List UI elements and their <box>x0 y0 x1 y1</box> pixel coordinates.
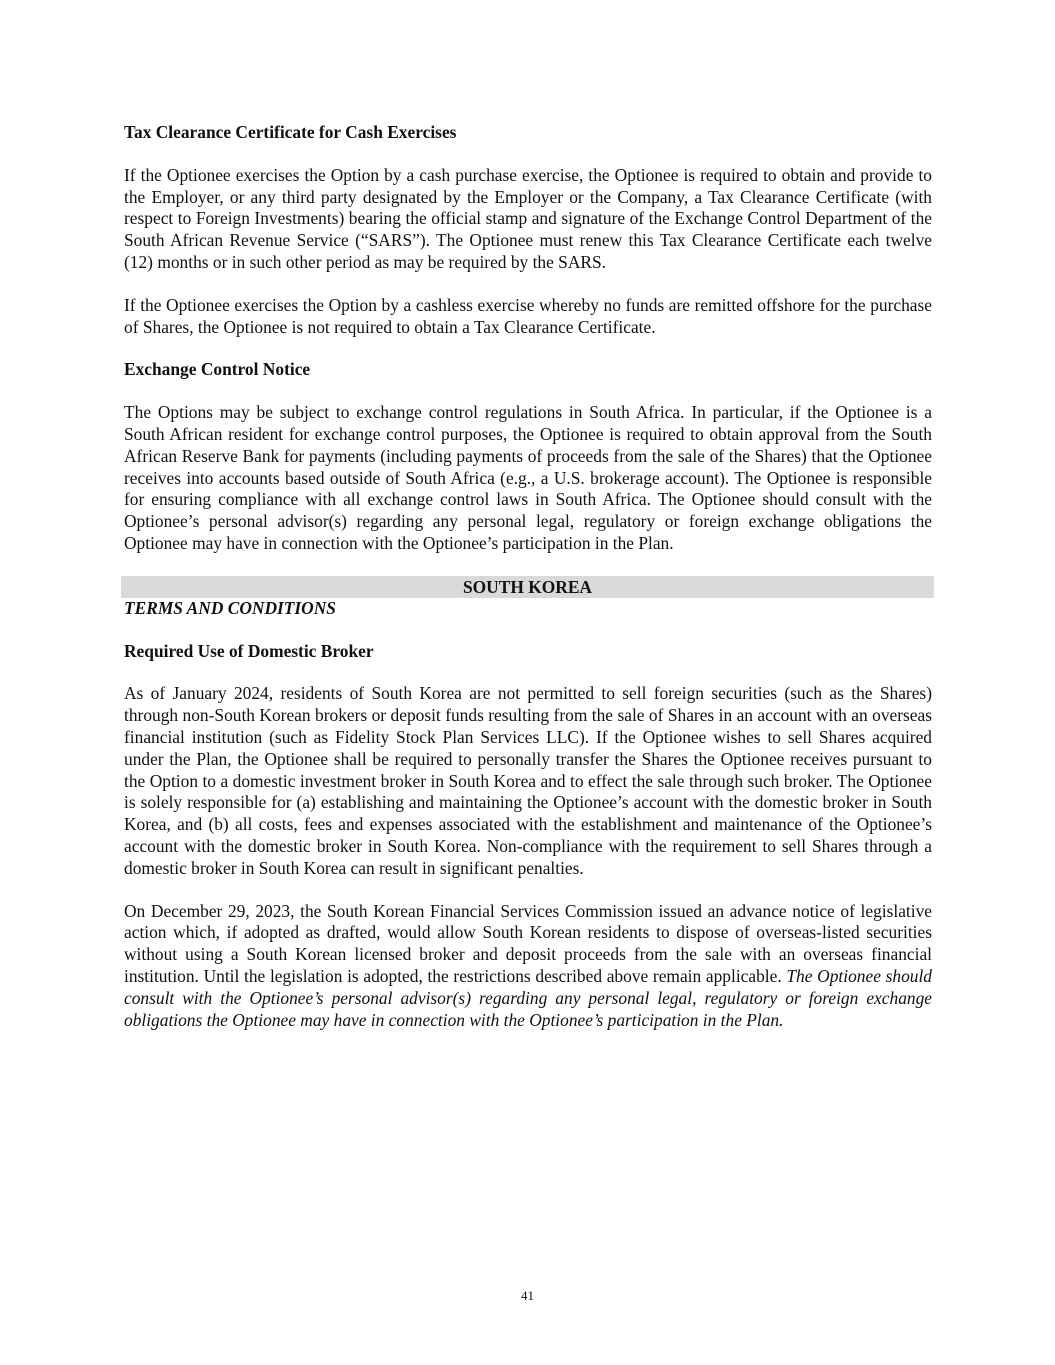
domestic-broker-paragraph-1: As of January 2024, residents of South Korea are not permitted to sell foreign securities (such as the Shares) through non-South Korean brokers or deposit funds resulting from the sale of Shares in an account with an overseas financial institution (such as Fidelity Stock Plan Services LLC). If the Optionee wishes to sell Shares acquired under the Plan, the Optionee shall be required to personally transfer the Shares the Optionee receives pursuant to the Option to a domestic investment broker in South Korea and to effect the sale through such broker. The Optionee is solely responsible for (a) establishing and maintaining the Optionee’s account with the domestic broker in South Korea, and (b) all costs, fees and expenses associated with the establishment and maintenance of the Optionee’s account with the domestic broker in South Korea. Non-compliance with the requirement to sell Shares through a domestic broker in South Korea can result in significant penalties. <box>124 683 932 878</box>
paragraph-regular-text: On December 29, 2023, the South Korean Financial Services Commission issued an advance notice of legislative action which, if adopted as drafted, would allow South Korean residents to dispose of overseas-listed securities without using a South Korean licensed broker and deposit proceeds from the sale with an overseas financial institution. Until the legislation is adopted, the restrictions described above remain applicable. <box>124 900 932 986</box>
section-title: SOUTH KOREA <box>462 576 592 597</box>
document-page <box>124 122 932 1031</box>
section-bar-south-korea <box>121 576 934 598</box>
tax-clearance-heading: Tax Clearance Certificate for Cash Exercises <box>124 122 457 142</box>
terms-and-conditions-heading: TERMS AND CONDITIONS <box>124 597 336 618</box>
exchange-control-paragraph: The Options may be subject to exchange control regulations in South Africa. In particular, if the Optionee is a South African resident for exchange control purposes, the Optionee is required to obtain approval from the South African Reserve Bank for payments (including payments of proceeds from the sale of the Shares) that the Optionee receives into accounts based outside of South Africa (e.g., a U.S. brokerage account). The Optionee is responsible for ensuring compliance with all exchange control laws in South Africa. The Optionee should consult with the Optionee’s personal advisor(s) regarding any personal legal, regulatory or foreign exchange obligations the Optionee may have in connection with the Optionee’s participation in the Plan. <box>124 402 932 553</box>
exchange-control-heading: Exchange Control Notice <box>124 359 311 380</box>
domestic-broker-paragraph-2 <box>124 901 932 1032</box>
page-number: 41 <box>521 1288 534 1303</box>
tax-clearance-paragraph-1: If the Optionee exercises the Option by a cash purchase exercise, the Optionee is required to obtain and provide to the Employer, or any third party designated by the Employer or the Company, a Tax Clearance Certificate (with respect to Foreign Investments) bearing the official stamp and signature of the Exchange Control Department of the South African Revenue Service (“SARS”). The Optionee must renew this Tax Clearance Certificate each twelve (12) months or in such other period as may be required by the SARS. <box>124 164 932 272</box>
paragraph-italic-text: The Optionee should consult with the Optionee’s personal advisor(s) regarding any personal legal, regulatory or foreign exchange obligations the Optionee may have in connection with the Optionee’s participation in the Plan. <box>124 965 932 1030</box>
domestic-broker-heading: Required Use of Domestic Broker <box>124 640 374 661</box>
tax-clearance-paragraph-2: If the Optionee exercises the Option by a cashless exercise whereby no funds are remitted offshore for the purchase of Shares, the Optionee is not required to obtain a Tax Clearance Certificate. <box>124 294 932 337</box>
